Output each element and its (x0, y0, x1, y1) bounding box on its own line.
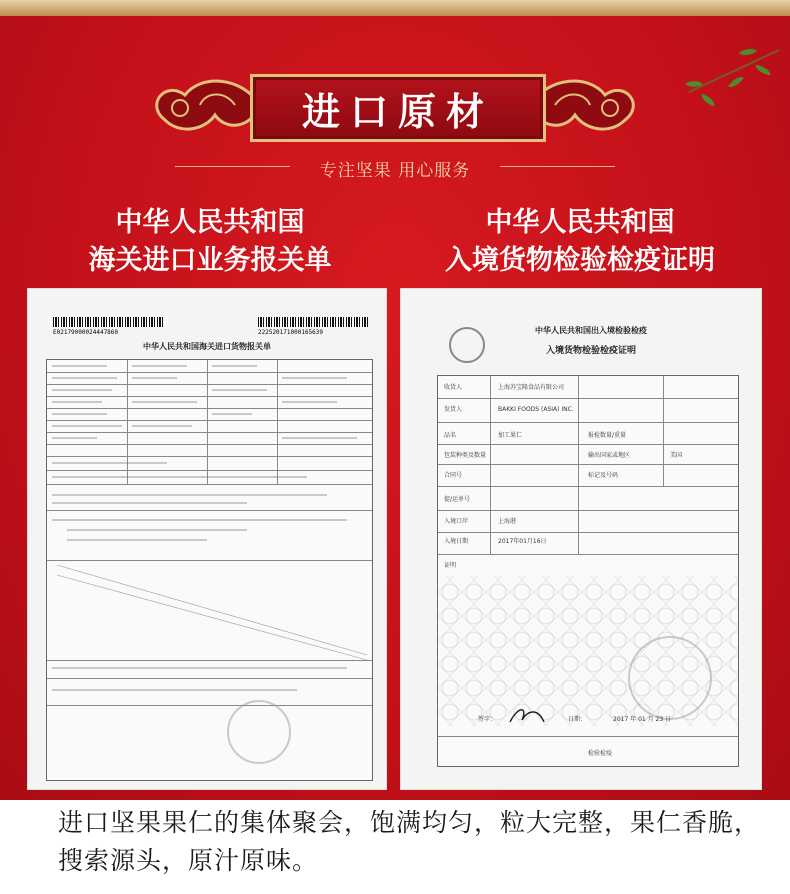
customs-title-line1: 中华人民共和国 (115, 207, 305, 238)
banner-plate (250, 74, 546, 142)
value-port: 上海港 (498, 518, 517, 525)
label-shipper: 发货人 (444, 406, 463, 413)
inspection-certificate-image (401, 289, 761, 789)
inspection-title-line1: 中华人民共和国 (485, 207, 675, 238)
customs-doc-title (40, 204, 380, 280)
customs-title-line2: 海关进口业务报关单 (88, 245, 332, 276)
scribble-lines (47, 360, 372, 780)
inspection-heading-line2: 入境货物检验检疫证明 (545, 346, 636, 356)
official-seal-icon (628, 636, 712, 720)
signature-label: 签字： (478, 716, 497, 723)
label-bill: 提/运单号 (444, 496, 471, 503)
barcode-left-text: E02179000024447860 (53, 329, 119, 336)
inspection-form-grid (437, 375, 739, 767)
date-label: 日期： (568, 716, 587, 723)
footer-description: 进口坚果果仁的集体聚会，饱满均匀，粒大完整，果仁香脆，搜索源头，原汁原味。 (58, 808, 761, 875)
subtitle: 专注坚果 用心服务 (319, 161, 471, 181)
label-quantity: 报检数量/重量 (588, 432, 627, 439)
banner-title: 进口原材 (301, 88, 494, 134)
date-value: 2017 年 01 月 23 日 (613, 716, 672, 723)
value-origin: 美国 (670, 452, 683, 459)
footer-note: 检验检疫 (588, 750, 613, 757)
label-product: 品名 (444, 432, 457, 439)
label-certify: 证明 (444, 562, 457, 569)
value-product: 加工果仁 (498, 432, 523, 439)
customs-form-grid (46, 359, 373, 781)
barcode-right-icon (258, 317, 368, 327)
cloud-ornament-left-icon (145, 60, 265, 150)
customs-declaration-image (28, 289, 386, 789)
gold-top-band (0, 0, 790, 16)
label-packaging: 包装种类及数量 (444, 452, 487, 459)
label-origin: 输出国家或地区 (588, 452, 631, 459)
inspection-heading-line1: 中华人民共和国出入境检验检疫 (535, 326, 647, 335)
barcode-right-text: 222520171000165639 (258, 329, 324, 336)
customs-doc-heading: 中华人民共和国海关进口货物报关单 (143, 342, 271, 351)
barcode-left-icon (53, 317, 163, 327)
label-consignee: 收货人 (444, 384, 463, 391)
label-marks: 标记及号码 (588, 472, 619, 479)
title-banner (145, 60, 645, 150)
signature-icon (508, 704, 548, 728)
label-entry-date: 入境日期 (444, 538, 469, 545)
inspection-title-line2: 入境货物检验检疫证明 (445, 245, 715, 276)
label-contract: 合同号 (444, 472, 463, 479)
stamp-icon (227, 700, 291, 764)
label-port: 入境口岸 (444, 518, 469, 525)
inspection-doc-title (410, 204, 750, 280)
value-consignee: 上海苏宝隆食品有限公司 (498, 384, 565, 391)
value-entry-date: 2017年01月16日 (498, 538, 547, 545)
value-shipper: BAKKI FOODS (ASIA) INC. (498, 406, 574, 413)
